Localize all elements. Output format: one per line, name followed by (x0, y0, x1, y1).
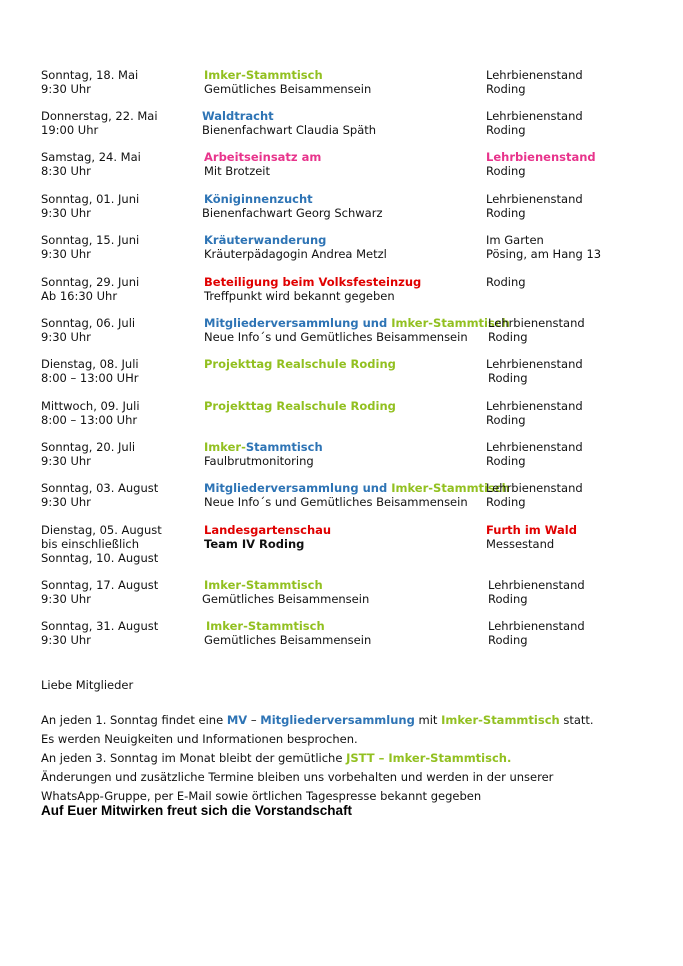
event-title (204, 68, 323, 82)
event-title (204, 192, 313, 206)
event-location: Lehrbienenstand (488, 316, 585, 330)
event-date: Sonntag, 15. Juni (41, 233, 140, 247)
event-location: Lehrbienenstand (488, 578, 585, 592)
event-location-detail: Roding (488, 371, 528, 385)
event-title-part: Mitgliederversammlung und (204, 316, 392, 330)
event-title (202, 109, 274, 123)
event-subtitle: Treffpunkt wird bekannt gegeben (204, 289, 395, 303)
event-location-detail: Roding (488, 633, 528, 647)
event-date: Sonntag, 31. August (41, 619, 159, 633)
event-title-part: Landesgartenschau (204, 523, 332, 537)
event-entry (0, 109, 683, 149)
event-title-part: Imker-Stammtisch (204, 68, 323, 82)
event-subtitle: Faulbrutmonitoring (204, 454, 314, 468)
event-title-part: Imker-Stammtisch (204, 578, 323, 592)
event-location: Lehrbienenstand (486, 399, 583, 413)
event-location-detail: Roding (486, 413, 526, 427)
event-location-detail: Roding (486, 495, 526, 509)
event-subtitle: Bienenfachwart Claudia Späth (202, 123, 377, 137)
event-location: Lehrbienenstand (486, 440, 583, 454)
event-time: 9:30 Uhr (41, 82, 91, 96)
event-time: 9:30 Uhr (41, 495, 91, 509)
event-title-part: Arbeitseinsatz am (204, 150, 322, 164)
event-title (204, 481, 510, 495)
event-subtitle: Neue Info´s und Gemütliches Beisammensein (204, 330, 468, 344)
event-location-detail: Roding (488, 592, 528, 606)
event-title-part: Projekttag Realschule Roding (204, 357, 396, 371)
event-location: Roding (486, 275, 526, 289)
event-location-detail: Roding (486, 82, 526, 96)
event-entry (0, 150, 683, 190)
event-date: Sonntag, 17. August (41, 578, 159, 592)
event-entry (0, 68, 683, 108)
event-date: Mittwoch, 09. Juli (41, 399, 140, 413)
event-time: 9:30 Uhr (41, 247, 91, 261)
event-time: 9:30 Uhr (41, 633, 91, 647)
event-title-part: Imker-Stammtisch (206, 619, 325, 633)
event-entry (0, 357, 683, 397)
event-time: 8:00 – 13:00 Uhr (41, 413, 138, 427)
event-title-part: Imker-Stammtisch (391, 316, 510, 330)
event-location: Im Garten (486, 233, 544, 247)
event-subtitle: Gemütliches Beisammensein (204, 633, 372, 647)
event-time-end: Sonntag, 10. August (41, 551, 159, 565)
event-date: Dienstag, 05. August (41, 523, 162, 537)
event-title-part: Projekttag Realschule Roding (204, 399, 396, 413)
event-location: Lehrbienenstand (486, 150, 596, 164)
event-title-part: Mitgliederversammlung und (204, 481, 392, 495)
note-text: An jeden 3. Sonntag im Monat bleibt der gemütliche (41, 751, 347, 765)
event-title (204, 233, 326, 247)
greeting: Liebe Mitglieder (41, 678, 134, 692)
event-time: Ab 16:30 Uhr (41, 289, 118, 303)
note-line-4: Änderungen und zusätzliche Termine bleiben uns vorbehalten und werden in der unserer (41, 770, 554, 784)
event-entry (0, 481, 683, 521)
note-jstt: JSTT – Imker-Stammtisch. (346, 751, 512, 765)
event-date: Samstag, 24. Mai (41, 150, 141, 164)
note-line-2: Es werden Neuigkeiten und Informationen besprochen. (41, 732, 358, 746)
event-entry (0, 316, 683, 356)
event-location: Lehrbienenstand (488, 619, 585, 633)
event-location: Lehrbienenstand (486, 481, 583, 495)
event-title (204, 523, 331, 537)
event-time: 8:30 Uhr (41, 164, 91, 178)
event-title-part: Waldtracht (202, 109, 274, 123)
members-notes (41, 676, 661, 806)
event-entry (0, 578, 683, 618)
event-subtitle: Bienenfachwart Georg Schwarz (202, 206, 383, 220)
note-text: – (247, 713, 261, 727)
event-location-detail: Messestand (486, 537, 555, 551)
event-entry (0, 275, 683, 315)
event-title (204, 316, 510, 330)
note-stammtisch: Imker-Stammtisch (441, 713, 560, 727)
event-time: 9:30 Uhr (41, 206, 91, 220)
event-location-detail: Roding (486, 123, 526, 137)
event-entry (0, 233, 683, 273)
note-mv: MV (226, 713, 248, 727)
event-title-part: Imker-Stammtisch (391, 481, 510, 495)
event-title (204, 399, 396, 413)
note-text: statt. (559, 713, 594, 727)
event-location: Lehrbienenstand (486, 357, 583, 371)
event-time: bis einschließlich (41, 537, 140, 551)
event-location: Lehrbienenstand (486, 109, 583, 123)
event-title (206, 619, 325, 633)
event-entry (0, 619, 683, 659)
note-line-1 (41, 711, 661, 730)
event-date: Sonntag, 01. Juni (41, 192, 140, 206)
event-title (204, 578, 323, 592)
note-text: An jeden 1. Sonntag findet eine (41, 713, 227, 727)
event-time: 19:00 Uhr (41, 123, 99, 137)
event-title-part: Stammtisch (245, 440, 323, 454)
event-date: Sonntag, 20. Juli (41, 440, 136, 454)
event-title (204, 357, 396, 371)
event-location-detail: Roding (488, 330, 528, 344)
event-time: 9:30 Uhr (41, 330, 91, 344)
event-entry (0, 523, 683, 563)
event-subtitle: Team IV Roding (204, 537, 305, 551)
event-date: Sonntag, 03. August (41, 481, 159, 495)
event-subtitle: Kräuterpädagogin Andrea Metzl (204, 247, 387, 261)
event-time: 8:00 – 13:00 UHr (41, 371, 139, 385)
event-date: Dienstag, 08. Juli (41, 357, 139, 371)
event-date: Donnerstag, 22. Mai (41, 109, 158, 123)
event-location: Lehrbienenstand (486, 192, 583, 206)
event-location-detail: Pösing, am Hang 13 (486, 247, 602, 261)
event-subtitle: Mit Brotzeit (204, 164, 271, 178)
event-title-part: Kräuterwanderung (204, 233, 327, 247)
event-time: 9:30 Uhr (41, 592, 91, 606)
event-subtitle: Neue Info´s und Gemütliches Beisammensein (204, 495, 468, 509)
event-title-part: Königinnenzucht (204, 192, 313, 206)
event-entry (0, 192, 683, 232)
note-mv-full: Mitgliederversammlung (260, 713, 415, 727)
event-title-part: Imker- (204, 440, 246, 454)
note-text: mit (414, 713, 442, 727)
event-date: Sonntag, 18. Mai (41, 68, 139, 82)
note-line-3 (41, 749, 661, 768)
event-date: Sonntag, 06. Juli (41, 316, 136, 330)
event-location-detail: Roding (486, 206, 526, 220)
event-title (204, 275, 421, 289)
event-location: Lehrbienenstand (486, 68, 583, 82)
event-location-detail: Roding (486, 164, 526, 178)
event-time: 9:30 Uhr (41, 454, 91, 468)
event-title (204, 150, 321, 164)
event-subtitle: Gemütliches Beisammensein (204, 82, 372, 96)
event-location-detail: Roding (486, 454, 526, 468)
event-location: Furth im Wald (486, 523, 577, 537)
event-title (204, 440, 323, 454)
event-subtitle: Gemütliches Beisammensein (202, 592, 370, 606)
note-line-5: WhatsApp-Gruppe, per E-Mail sowie örtlichen Tagespresse bekannt gegeben (41, 789, 482, 803)
closing-statement: Auf Euer Mitwirken freut sich die Vorstandschaft (41, 803, 353, 818)
event-entry (0, 399, 683, 439)
event-entry (0, 440, 683, 480)
event-title-part: Beteiligung beim Volksfesteinzug (204, 275, 422, 289)
event-date: Sonntag, 29. Juni (41, 275, 140, 289)
